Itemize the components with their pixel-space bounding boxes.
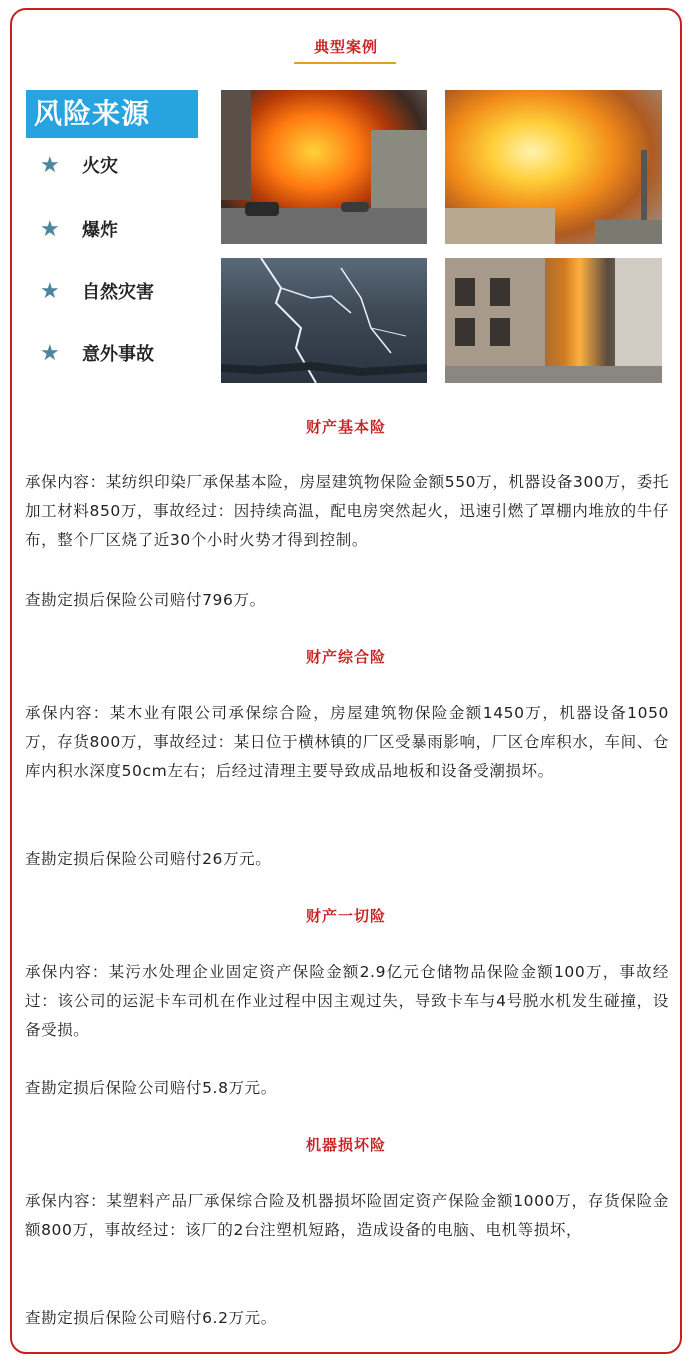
risk-item-label: 爆炸 (82, 220, 118, 241)
risk-source-heading: 风险来源 (26, 90, 198, 138)
case-result: 查勘定损后保险公司赔付796万。 (25, 591, 266, 609)
case-content: 承保内容：某污水处理企业固定资产保险金额2.9亿元仓储物品保险金额100万，事故经过：该公司的运泥卡车司机在作业过程中因主观过失，导致卡车与4号脱水机发生碰撞，设备受损。 (25, 963, 669, 1039)
case-title: 财产综合险 (305, 648, 386, 666)
risk-item-accident (40, 338, 154, 368)
case-title: 财产一切险 (305, 907, 386, 925)
building-explosion-photo (445, 258, 662, 383)
lightning-icon (221, 258, 427, 383)
explosion-photo (445, 90, 662, 244)
star-icon: ★ (40, 278, 60, 304)
risk-item-label: 火灾 (82, 156, 118, 177)
case-content: 承保内容：某塑料产品厂承保综合险及机器损坏险固定资产保险金额1000万，存货保险金额800万，事故经过：该厂的2台注塑机短路，造成设备的电脑、电机等损坏， (25, 1192, 669, 1239)
risk-item-explosion (40, 214, 118, 244)
risk-item-label: 意外事故 (82, 344, 154, 365)
page-title: 典型案例 (313, 38, 378, 56)
lightning-storm-photo (221, 258, 427, 383)
risk-item-label: 自然灾害 (82, 282, 154, 303)
case-result: 查勘定损后保险公司赔付6.2万元。 (25, 1309, 277, 1327)
risk-source-panel (26, 90, 204, 380)
case-title: 机器损坏险 (305, 1136, 386, 1154)
risk-item-fire (40, 150, 118, 180)
star-icon: ★ (40, 152, 60, 178)
fire-photo (221, 90, 427, 244)
case-result: 查勘定损后保险公司赔付26万元。 (25, 850, 272, 868)
case-result: 查勘定损后保险公司赔付5.8万元。 (25, 1079, 277, 1097)
title-underline (294, 62, 396, 64)
case-title: 财产基本险 (305, 418, 386, 436)
case-content: 承保内容：某木业有限公司承保综合险，房屋建筑物保险金额1450万，机器设备1050万，存货800万，事故经过：某日位于横林镇的厂区受暴雨影响，厂区仓库积水，车间、仓库内积水深度50cm左右；后经过清理主要导致成品地板和设备受潮损坏。 (25, 704, 669, 780)
star-icon: ★ (40, 216, 60, 242)
risk-item-natural-disaster (40, 276, 154, 306)
case-content: 承保内容：某纺织印染厂承保基本险，房屋建筑物保险金额550万，机器设备300万，委托加工材料850万，事故经过：因持续高温，配电房突然起火，迅速引燃了罩棚内堆放的牛仔布，整个厂区烧了近30个小时火势才得到控制。 (25, 473, 669, 549)
star-icon: ★ (40, 340, 60, 366)
